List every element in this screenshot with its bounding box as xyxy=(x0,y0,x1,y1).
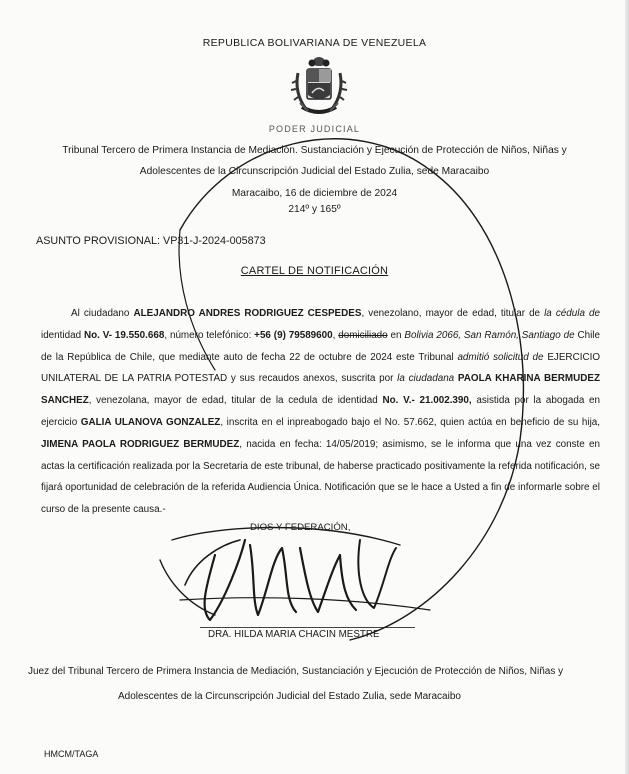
judge-role-line-2: Adolescentes de la Circunscripción Judicial del Estado Zulia, sede Maracaibo xyxy=(118,691,461,702)
city-date: Maracaibo, 16 de diciembre de 2024 xyxy=(231,188,398,199)
judge-role-line-1: Juez del Tribunal Tercero de Primera Instancia de Mediación, Sustanciación y Ejecución de Protección de Niños, Niñas y xyxy=(28,666,564,677)
scan-edge xyxy=(625,0,629,774)
court-name-line-2: Adolescentes de la Circunscripción Judicial del Estado Zulia, sede Maracaibo xyxy=(139,166,490,177)
closing-salutation: DIOS Y FEDERACIÓN, xyxy=(250,522,351,533)
typist-initials: HMCM/TAGA xyxy=(44,749,99,759)
lawyer-name: GALIA ULANOVA GONZALEZ xyxy=(80,416,221,428)
judicial-power-heading: PODER JUDICIAL xyxy=(268,124,361,134)
respondent-name: ALEJANDRO ANDRES RODRIGUEZ CESPEDES xyxy=(133,308,362,319)
notification-body: Al ciudadano ALEJANDRO ANDRES RODRIGUEZ CESPEDES, venezolano, mayor de edad, titular de la cédula de identidad No. V- 19.550.668, número telefónico: +56 (9) 79589600, domiciliado en Bolivia 2066, San Ramón, Santiago de Chile de la República de Chile, que mediante auto de fecha 22 de octubre de 2024 este Tribunal admitió solicitud de EJERCICIO UNILATERAL DE LA PATRIA POTESTAD y sus recaudos anexos, suscrita por la ciudadana PAOLA KHARINA BERMUDEZ SANCHEZ, venezolana, mayor de edad, titular de la cedula de identidad No. V.- 21.002.390, asistida por la abogada en ejercicio GALIA ULANOVA GONZALEZ, inscrita en el inpreabogado bajo el No. 57.662, quien actúa en beneficio de su hija, JIMENA PAOLA RODRIGUEZ BERMUDEZ, nacida en fecha: 14/05/2019; asimismo, se le informa que una vez conste en actas la certificación realizada por la Secretaria de este tribunal, de haberse practicado positivamente la referida notificación, se fijará oportunidad de celebración de la referida Audiencia Única. Notificación que se le hace a Usted a fin de informarle sobre el curso de la presente causa.- xyxy=(41,308,601,516)
republic-heading: REPUBLICA BOLIVARIANA DE VENEZUELA xyxy=(202,37,427,49)
applicant-id: No. V.- 21.002.390, xyxy=(382,395,472,407)
court-name-line-1: Tribunal Tercero de Primera Instancia de Mediación. Sustanciación y Ejecución de Protección de Niños, Niñas y xyxy=(62,145,567,156)
child-name: JIMENA PAOLA RODRIGUEZ BERMUDEZ xyxy=(41,438,240,450)
independence-years: 214º y 165º xyxy=(288,204,341,215)
document-title: CARTEL DE NOTIFICACIÓN xyxy=(240,265,389,277)
applicant-name: PAOLA KHARINA BERMUDEZ SANCHEZ xyxy=(41,373,600,407)
signature-line xyxy=(200,627,415,628)
respondent-id: No. V- 19.550.668 xyxy=(83,329,165,341)
case-number: ASUNTO PROVISIONAL: VP31-J-2024-005873 xyxy=(36,235,266,247)
coat-of-arms-icon xyxy=(288,53,350,121)
respondent-phone: +56 (9) 79589600 xyxy=(254,329,333,341)
judge-name: DRA. HILDA MARIA CHACIN MESTRE xyxy=(208,629,380,640)
